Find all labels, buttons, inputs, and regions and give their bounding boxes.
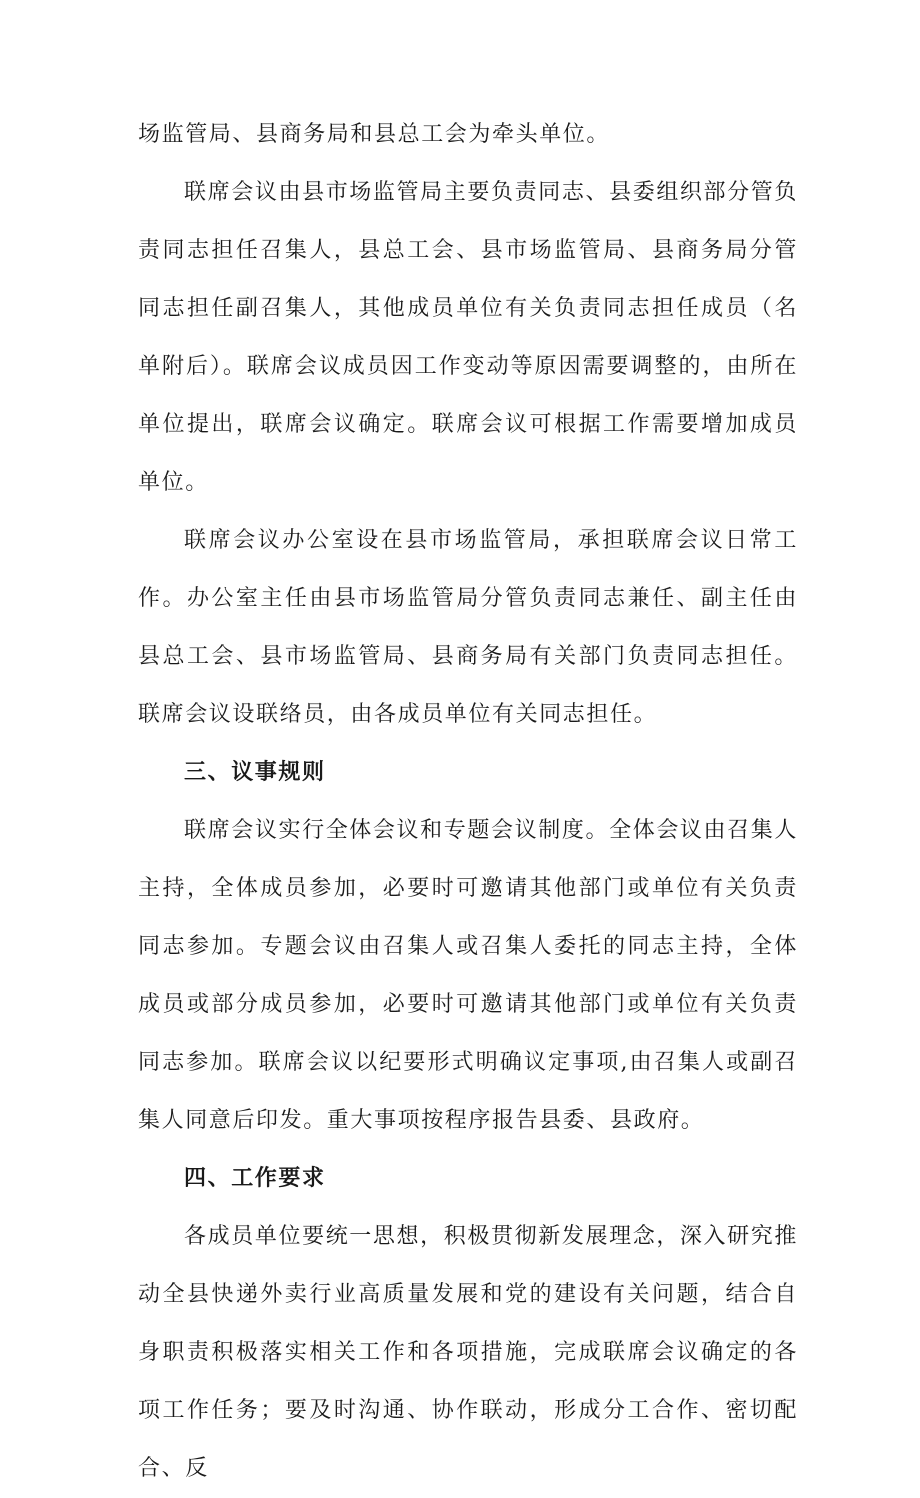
- paragraph-work-requirements: 各成员单位要统一思想，积极贯彻新发展理念，深入研究推动全县快递外卖行业高质量发展和党的建设有关问题，结合自身职责积极落实相关工作和各项措施，完成联席会议确定的各项工作任务；要及时沟通、协作联动，形成分工合作、密切配合、反: [138, 1224, 798, 1481]
- document-body: [138, 106, 798, 1498]
- section-heading-meeting-rules: 三、议事规则: [184, 760, 326, 785]
- paragraph-lead-organizations: 场监管局、县商务局和县总工会为牵头单位。: [138, 122, 611, 147]
- paragraph-convener-members: 联席会议由县市场监管局主要负责同志、县委组织部分管负责同志担任召集人，县总工会、县市场监管局、县商务局分管同志担任副召集人，其他成员单位有关负责同志担任成员（名单附后）。联席会议成员因工作变动等原因需要调整的，由所在单位提出，联席会议确定。联席会议可根据工作需要增加成员单位。: [138, 180, 798, 495]
- section-heading-work-requirements: 四、工作要求: [184, 1166, 326, 1191]
- paragraph-meeting-rules: 联席会议实行全体会议和专题会议制度。全体会议由召集人主持，全体成员参加，必要时可邀请其他部门或单位有关负责同志参加。专题会议由召集人或召集人委托的同志主持，全体成员或部分成员参加，必要时可邀请其他部门或单位有关负责同志参加。联席会议以纪要形式明确议定事项,由召集人或副召集人同意后印发。重大事项按程序报告县委、县政府。: [138, 818, 798, 1133]
- paragraph-office-setup: 联席会议办公室设在县市场监管局，承担联席会议日常工作。办公室主任由县市场监管局分管负责同志兼任、副主任由县总工会、县市场监管局、县商务局有关部门负责同志担任。联席会议设联络员，由各成员单位有关同志担任。: [138, 528, 798, 727]
